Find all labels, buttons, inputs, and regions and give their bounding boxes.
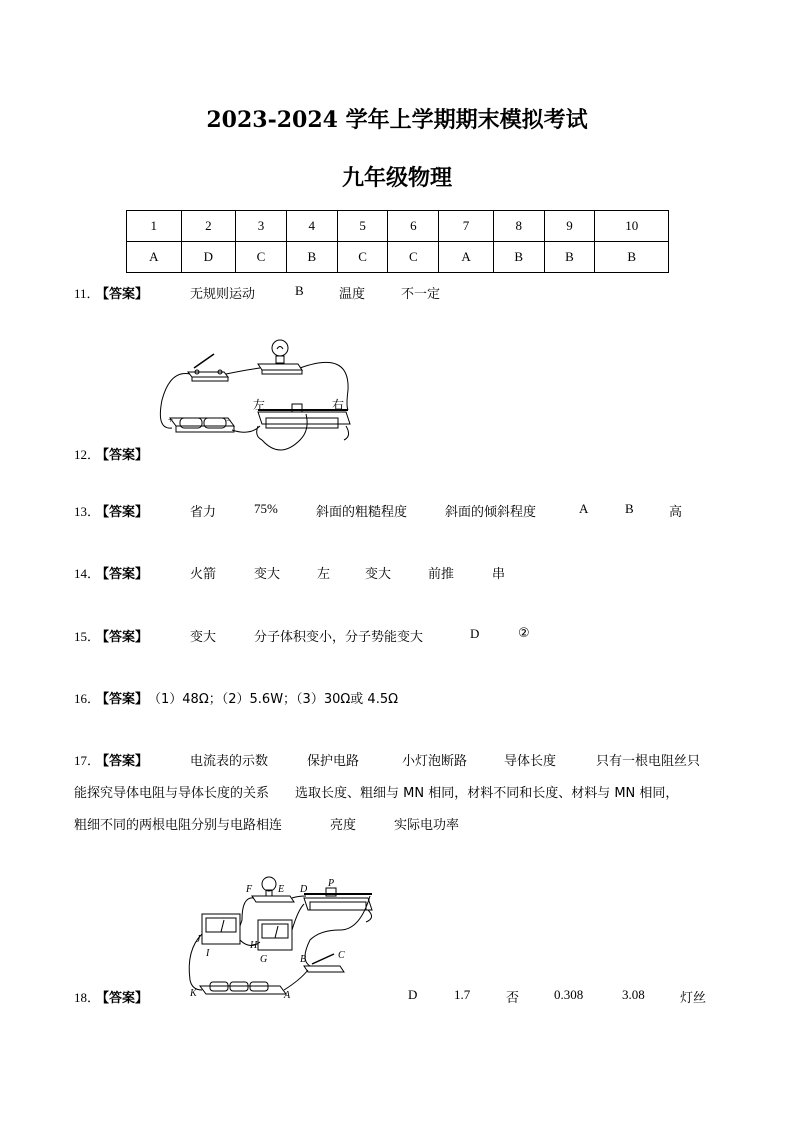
answer-cell: A [127, 242, 182, 273]
answer-item: 变大 [190, 630, 217, 645]
question-number-cell: 1 [127, 211, 182, 242]
answer-item: 不一定 [401, 287, 441, 302]
answer-cell: D [181, 242, 236, 273]
answer-item: 小灯泡断路 [402, 754, 468, 769]
exam-title: 2023-2024 学年上学期期末模拟考试 [206, 107, 588, 133]
answer-item: D [470, 626, 480, 641]
rheostat-left-label: 左 [253, 398, 266, 412]
answer-item: B [625, 501, 634, 516]
answer-cell: B [286, 242, 337, 273]
question-number-cell: 7 [439, 211, 494, 242]
answer-item: 无规则运动 [190, 287, 256, 302]
question-number: 18． [74, 990, 101, 1005]
label-J: J [196, 934, 201, 945]
answer-item: 3.08 [622, 987, 645, 1002]
answer-table-answer-row [127, 242, 669, 273]
answer-cell: B [493, 242, 544, 273]
answer-item: 串 [492, 567, 506, 582]
question-number: 15． [74, 629, 101, 644]
answer-row-15 [74, 626, 754, 644]
question-number-cell: 10 [595, 211, 669, 242]
answer-item: 前推 [428, 567, 455, 582]
answer-table [126, 210, 669, 273]
label-H: H [250, 940, 258, 951]
question-number-cell: 2 [181, 211, 236, 242]
answer-item: 0.308 [554, 987, 584, 1002]
answer-row-13 [74, 501, 754, 519]
answer-item: 75% [254, 501, 278, 516]
circuit-figure-18 [180, 870, 380, 1002]
answer-row-14 [74, 563, 754, 581]
question-number: 16． [74, 691, 101, 706]
answer-item: 变大 [365, 567, 392, 582]
label-E: E [278, 884, 285, 895]
label-C: C [338, 950, 345, 961]
answer-label: 【答案】 [96, 754, 149, 769]
exam-subtitle: 九年级物理 [341, 165, 452, 191]
rheostat-right-label: 右 [332, 398, 345, 412]
label-B: B [300, 954, 307, 965]
answer-cell: B [544, 242, 595, 273]
answer-label: 【答案】 [96, 630, 149, 645]
answer-item: 温度 [339, 287, 366, 302]
question-number: 12． [74, 447, 101, 462]
answer-cell: C [236, 242, 287, 273]
answer-item: 否 [506, 991, 520, 1006]
answer-item: D [408, 987, 418, 1002]
answer-label: 【答案】 [96, 448, 149, 463]
answer-cell: C [337, 242, 388, 273]
answer-item: 灯丝 [680, 991, 707, 1006]
answer-item: 分子体积变小，分子势能变大 [254, 630, 424, 645]
answer-item: 斜面的倾斜程度 [445, 505, 537, 520]
svg-text:−: − [226, 415, 232, 425]
answer-row-16 [74, 688, 754, 706]
question-number: 13． [74, 504, 101, 519]
answer-item: 省力 [190, 505, 217, 520]
answer-row-12 [74, 444, 274, 462]
answer-item: A [579, 501, 589, 516]
question-number-cell: 8 [493, 211, 544, 242]
question-number-cell: 4 [286, 211, 337, 242]
answer-text: （1）48Ω；（2）5.6W；（3）30Ω或 4.5Ω [148, 692, 399, 707]
answer-label: 【答案】 [96, 505, 149, 520]
question-number-cell: 3 [236, 211, 287, 242]
answer-17-line-3 [74, 814, 754, 832]
answer-row-11 [74, 283, 754, 301]
answer-item: 电流表的示数 [190, 754, 269, 769]
answer-item: 亮度 [330, 818, 357, 833]
label-A: A [284, 990, 291, 1001]
answer-item: 只有一根电阻丝只 [596, 754, 701, 769]
answer-item: 1.7 [454, 987, 471, 1002]
svg-text:+: + [168, 415, 174, 425]
label-F: F [246, 884, 253, 895]
answer-item: 保护电路 [307, 754, 360, 769]
answer-17-line-2: 能探究导体电阻与导体长度的关系 选取长度、粗细与 MN 相同，材料不同和长度、材料与 MN 相同， [74, 786, 679, 801]
answer-item: 火箭 [190, 567, 217, 582]
answer-item: B [295, 283, 304, 298]
answer-row-18 [74, 987, 754, 1005]
question-number-cell: 6 [388, 211, 439, 242]
label-K: K [190, 988, 197, 999]
answer-item: 左 [317, 567, 331, 582]
answer-item: 高 [669, 505, 683, 520]
answer-cell: B [595, 242, 669, 273]
label-P: P [328, 878, 335, 889]
answer-item: 粗细不同的两根电阻分别与电路相连 [74, 818, 283, 833]
answer-label: 【答案】 [96, 287, 149, 302]
answer-table-number-row [127, 211, 669, 242]
circuit-figure-12 [150, 330, 370, 458]
answer-item: 导体长度 [504, 754, 557, 769]
answer-label: 【答案】 [96, 567, 149, 582]
answer-cell: A [439, 242, 494, 273]
answer-item: 变大 [254, 567, 281, 582]
answer-label: 【答案】 [96, 692, 149, 707]
question-number: 14． [74, 566, 101, 581]
answer-cell: C [388, 242, 439, 273]
answer-item: ② [518, 626, 530, 641]
label-D: D [300, 884, 308, 895]
label-I: I [206, 948, 210, 959]
label-G: G [260, 954, 268, 965]
question-number-cell: 5 [337, 211, 388, 242]
answer-label: 【答案】 [96, 991, 149, 1006]
question-number-cell: 9 [544, 211, 595, 242]
question-number: 11． [74, 286, 100, 301]
answer-row-17 [74, 750, 754, 768]
answer-item: 实际电功率 [394, 818, 460, 833]
answer-item: 斜面的粗糙程度 [316, 505, 408, 520]
question-number: 17． [74, 753, 101, 768]
